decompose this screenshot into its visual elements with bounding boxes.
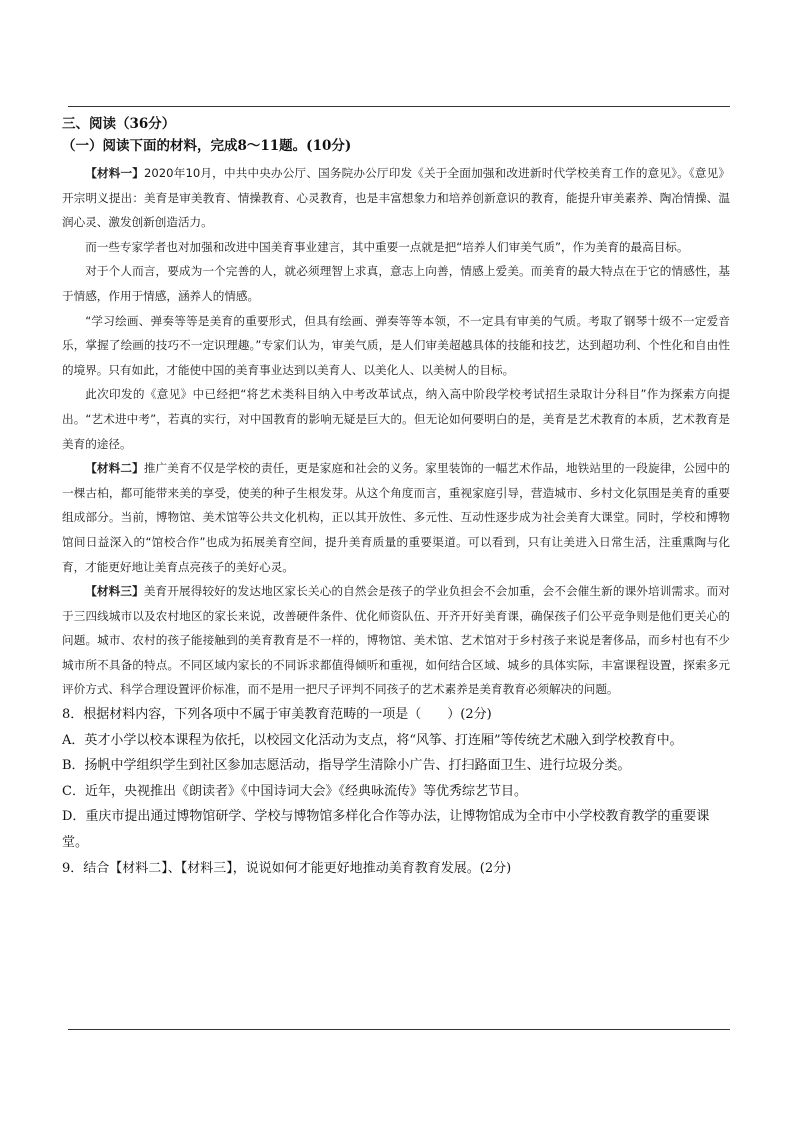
- material-paragraph-7: [62, 579, 730, 702]
- question-9-stem: 9．结合【材料二】、【材料三】，说说如何才能更好地推动美育教育发展。(2分): [62, 860, 512, 876]
- material-text: 推广美育不仅是学校的责任，更是家庭和社会的义务。家里装饰的一幅艺术作品，地铁站里的一段旋律，公园中的一棵古柏，都可能带来美的享受，使美的种子生根发芽。从这个角度而言，重视家庭引导，营造城市、乡村文化氛围是美育的重要组成部分。当前，博物馆、美术馆等公共文化机构，正以其开放性、多元性、互动性逐步成为社会美育大课堂。同时，学校和博物馆间日益深入的“馆校合作”也成为拓展美育空间，提升美育质量的重要渠道。可以看到，只有让美进入日常生活，注重熏陶与化育，才能更好地让美育点亮孩子的美好心灵。: [62, 461, 730, 574]
- question-8-option-a: A．英才小学以校本课程为依托，以校园文化活动为支点，将“风筝、打连厢”等传统艺术融入到学校教育中。: [62, 732, 683, 748]
- material-paragraph-6: [62, 456, 730, 579]
- material-two-tag: 【材料二】: [85, 461, 144, 476]
- section-subtitle: （一）阅读下面的材料，完成8～11题。(10分): [62, 138, 352, 154]
- material-paragraph-3: [62, 259, 730, 308]
- question-8-option-b: B．扬帆中学组织学生到社区参加志愿活动，指导学生清除小广告、打扫路面卫生、进行垃圾分类。: [62, 758, 631, 774]
- material-paragraph-5: [62, 382, 730, 456]
- footer-rule: [68, 1029, 730, 1030]
- question-8-stem: 8．根据材料内容，下列各项中不属于审美教育范畴的一项是（ ）(2分): [62, 707, 492, 723]
- material-text: 而一些专家学者也对加强和改进中国美育事业建言，其中重要一点就是把“培养人们审美气质”，作为美育的最高目标。: [85, 239, 689, 254]
- material-three-tag: 【材料三】: [85, 584, 144, 599]
- material-paragraph-2: [62, 235, 730, 260]
- section-title: 三、阅读（36分）: [62, 116, 176, 132]
- material-text: 对于个人而言，要成为一个完善的人，就必须理智上求真，意志上向善，情感上爱美。而美育的最大特点在于它的情感性，基于情感，作用于情感，涵养人的情感。: [62, 264, 730, 303]
- material-text: 此次印发的《意见》中已经把“将艺术类科目纳入中考改革试点，纳入高中阶段学校考试招生录取计分科目”作为探索方向提出。“艺术进中考”，若真的实行，对中国教育的影响无疑是巨大的。但无论如何要明白的是，美育是艺术教育的本质，艺术教育是美育的途径。: [62, 387, 730, 451]
- question-8-option-d: D．重庆市提出通过博物馆研学、学校与博物馆多样化合作等办法，让博物馆成为全市中小学校教育教学的重要课堂。: [62, 809, 710, 851]
- material-paragraph-4: [62, 309, 730, 383]
- material-one-tag: 【材料一】: [85, 166, 145, 180]
- header-rule: [68, 106, 730, 107]
- material-text: “学习绘画、弹奏等等是美育的重要形式，但具有绘画、弹奏等等本领，不一定具有审美的气质。考取了钢琴十级不一定爱音乐，掌握了绘画的技巧不一定识理趣。”专家们认为，审美气质，是人们审美超越具体的技能和技艺，达到超功利、个性化和自由性的境界。只有如此，才能使中国的美育事业达到以美育人、以美化人、以美树人的目标。: [62, 313, 730, 377]
- exam-page: [62, 113, 730, 881]
- question-8-option-c: C．近年，央视推出《朗读者》《中国诗词大会》《经典咏流传》等优秀综艺节目。: [62, 783, 527, 799]
- material-paragraph-1: [62, 161, 730, 235]
- material-text: 2020年10月，中共中央办公厅、国务院办公厅印发《关于全面加强和改进新时代学校美育工作的意见》。《意见》开宗明义提出：美育是审美教育、情操教育、心灵教育，也是丰富想象力和培养创新意识的教育，能提升审美素养、陶冶情操、温润心灵、激发创新创造活力。: [62, 166, 730, 230]
- material-text: 美育开展得较好的发达地区家长关心的自然会是孩子的学业负担会不会加重，会不会催生新的课外培训需求。而对于三四线城市以及农村地区的家长来说，改善硬件条件、优化师资队伍、开齐开好美育课，确保孩子们公平竞争则是他们更关心的问题。城市、农村的孩子能接触到的美育教育是不一样的，博物馆、美术馆、艺术馆对于乡村孩子来说是奢侈品，而乡村也有不少城市所不具备的特点。不同区域内家长的不同诉求都值得倾听和重视，如何结合区域、城乡的具体实际，丰富课程设置，探索多元评价方式、科学合理设置评价标准，而不是用一把尺子评判不同孩子的艺术素养是美育教育必须解决的问题。: [62, 584, 730, 697]
